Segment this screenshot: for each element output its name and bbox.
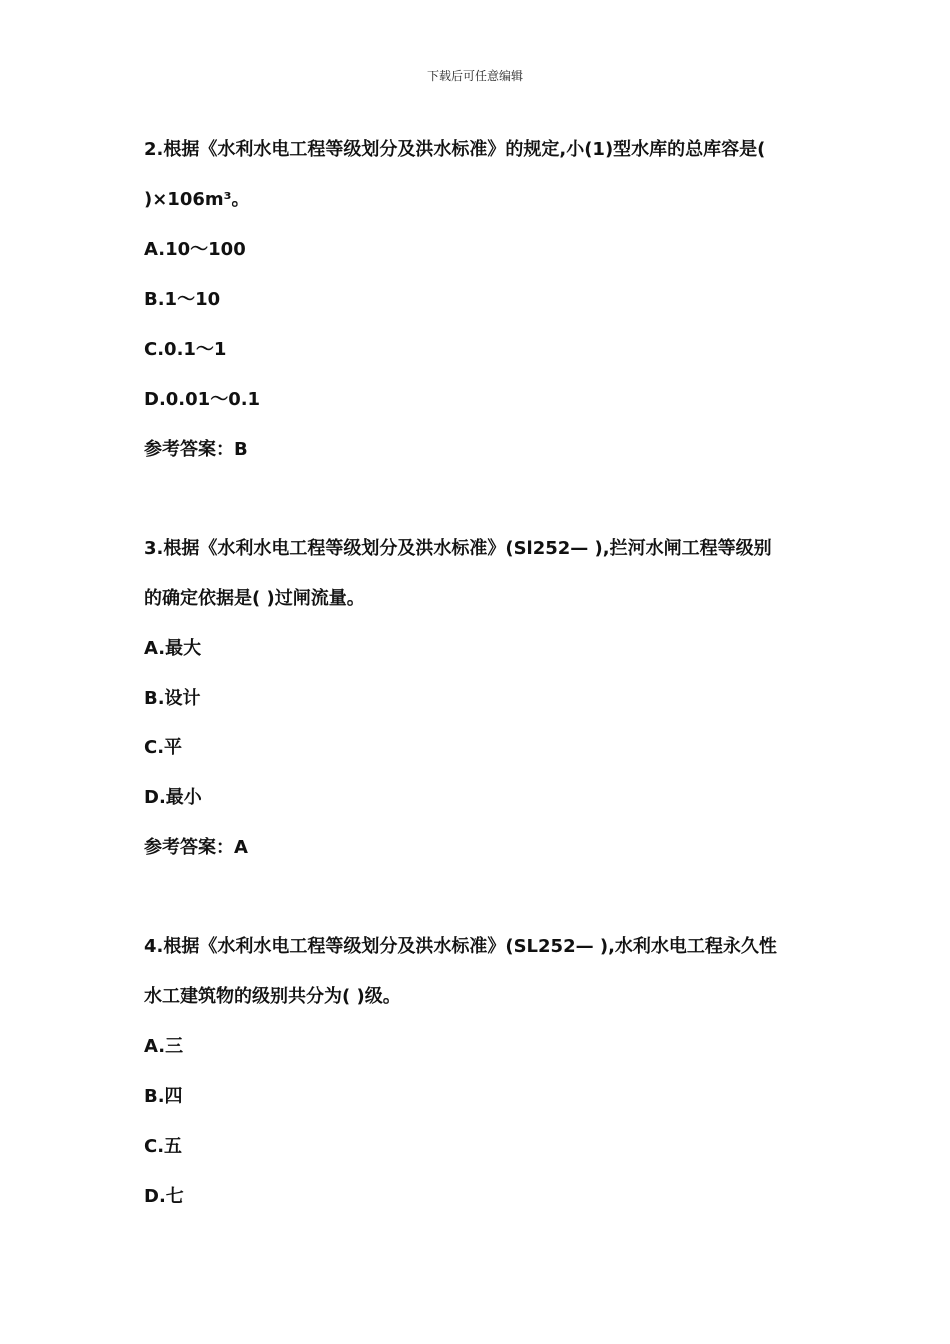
reference-answer: 参考答案：A	[144, 837, 248, 858]
option-d: D.最小	[144, 787, 202, 808]
option-b: B.设计	[144, 688, 201, 709]
option-d: D.0.01～0.1	[144, 389, 261, 410]
question-stem-line: 水工建筑物的级别共分为( )级。	[144, 986, 401, 1007]
option-a: A.三	[144, 1036, 184, 1057]
page-header-note: 下载后可任意编辑	[426, 69, 523, 83]
question-stem-line: 2.根据《水利水电工程等级划分及洪水标准》的规定,小(1)型水库的总库容是(	[144, 139, 766, 160]
question-stem-line: )×106m³。	[144, 189, 250, 210]
question-stem-line: 4.根据《水利水电工程等级划分及洪水标准》(SL252— ),水利水电工程永久性	[144, 936, 777, 957]
option-c: C.五	[144, 1136, 183, 1157]
option-c: C.平	[144, 737, 183, 758]
reference-answer: 参考答案：B	[144, 439, 248, 460]
question-stem-line: 3.根据《水利水电工程等级划分及洪水标准》(Sl252— ),拦河水闸工程等级别	[144, 538, 772, 559]
option-b: B.四	[144, 1086, 183, 1107]
option-a: A.10～100	[144, 239, 246, 260]
option-d: D.七	[144, 1186, 184, 1207]
question-stem-line: 的确定依据是( )过闸流量。	[144, 588, 365, 609]
option-b: B.1～10	[144, 289, 221, 310]
option-c: C.0.1～1	[144, 339, 227, 360]
option-a: A.最大	[144, 638, 202, 659]
